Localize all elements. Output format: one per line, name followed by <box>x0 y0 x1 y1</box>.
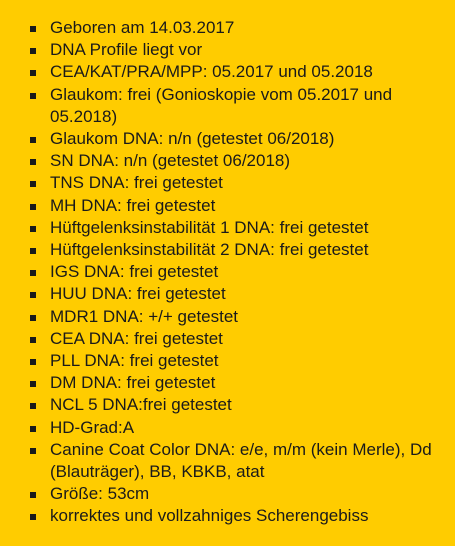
list-item-text: DNA Profile liegt vor <box>50 40 203 60</box>
list-item <box>28 261 437 283</box>
list-item <box>28 39 437 61</box>
list-item <box>28 350 437 372</box>
square-bullet-icon <box>30 26 36 32</box>
list-item <box>28 372 437 394</box>
list-item <box>28 505 437 527</box>
square-bullet-icon <box>30 514 36 520</box>
list-item <box>28 217 437 239</box>
list-item <box>28 150 437 172</box>
square-bullet-icon <box>30 48 36 54</box>
square-bullet-icon <box>30 137 36 143</box>
list-item <box>28 84 437 128</box>
list-item-text: SN DNA: n/n (getestet 06/2018) <box>50 151 291 171</box>
list-item-text: MH DNA: frei getestet <box>50 195 216 215</box>
square-bullet-icon <box>30 70 36 76</box>
list-item <box>28 306 437 328</box>
list-item-text: Größe: 53cm <box>50 484 150 504</box>
square-bullet-icon <box>30 426 36 432</box>
square-bullet-icon <box>30 270 36 276</box>
list-item-text: HD-Grad:A <box>50 417 135 437</box>
list-item <box>28 483 437 505</box>
facts-list <box>28 17 437 528</box>
list-item-text: HUU DNA: frei getestet <box>50 284 226 304</box>
list-item-text: TNS DNA: frei getestet <box>50 173 223 193</box>
list-item-text: korrektes und vollzahniges Scherengebiss <box>50 506 369 526</box>
list-item-text: Geboren am 14.03.2017 <box>50 18 235 37</box>
square-bullet-icon <box>30 337 36 343</box>
list-item <box>28 239 437 261</box>
list-item-text: PLL DNA: frei getestet <box>50 351 219 371</box>
list-item <box>28 328 437 350</box>
square-bullet-icon <box>30 492 36 498</box>
list-item-text: Hüftgelenksinstabilität 2 DNA: frei getestet <box>50 240 369 260</box>
list-item-text: Hüftgelenksinstabilität 1 DNA: frei getestet <box>50 217 369 237</box>
square-bullet-icon <box>30 381 36 387</box>
square-bullet-icon <box>30 159 36 165</box>
list-item-text: NCL 5 DNA:frei getestet <box>50 395 232 415</box>
list-item-text: CEA DNA: frei getestet <box>50 328 223 348</box>
square-bullet-icon <box>30 359 36 365</box>
list-item <box>28 128 437 150</box>
list-item-text: DM DNA: frei getestet <box>50 373 216 393</box>
list-item <box>28 417 437 439</box>
square-bullet-icon <box>30 448 36 454</box>
list-item <box>28 61 437 83</box>
list-item-text: Glaukom: frei (Gonioskopie vom 05.2017 und 05.2018) <box>50 84 393 126</box>
square-bullet-icon <box>30 292 36 298</box>
list-item <box>28 283 437 305</box>
list-item <box>28 439 437 483</box>
square-bullet-icon <box>30 403 36 409</box>
list-item-text: IGS DNA: frei getestet <box>50 262 219 282</box>
list-item-text: CEA/KAT/PRA/MPP: 05.2017 und 05.2018 <box>50 62 373 82</box>
square-bullet-icon <box>30 93 36 99</box>
list-item-text: Glaukom DNA: n/n (getestet 06/2018) <box>50 129 335 149</box>
square-bullet-icon <box>30 315 36 321</box>
list-item <box>28 172 437 194</box>
square-bullet-icon <box>30 181 36 187</box>
list-item <box>28 394 437 416</box>
list-item <box>28 17 437 39</box>
list-item-text: Canine Coat Color DNA: e/e, m/m (kein Merle), Dd (Blauträger), BB, KBKB, atat <box>50 439 432 482</box>
square-bullet-icon <box>30 204 36 210</box>
square-bullet-icon <box>30 226 36 232</box>
list-item-text: MDR1 DNA: +/+ getestet <box>50 306 239 326</box>
list-item <box>28 195 437 217</box>
square-bullet-icon <box>30 248 36 254</box>
